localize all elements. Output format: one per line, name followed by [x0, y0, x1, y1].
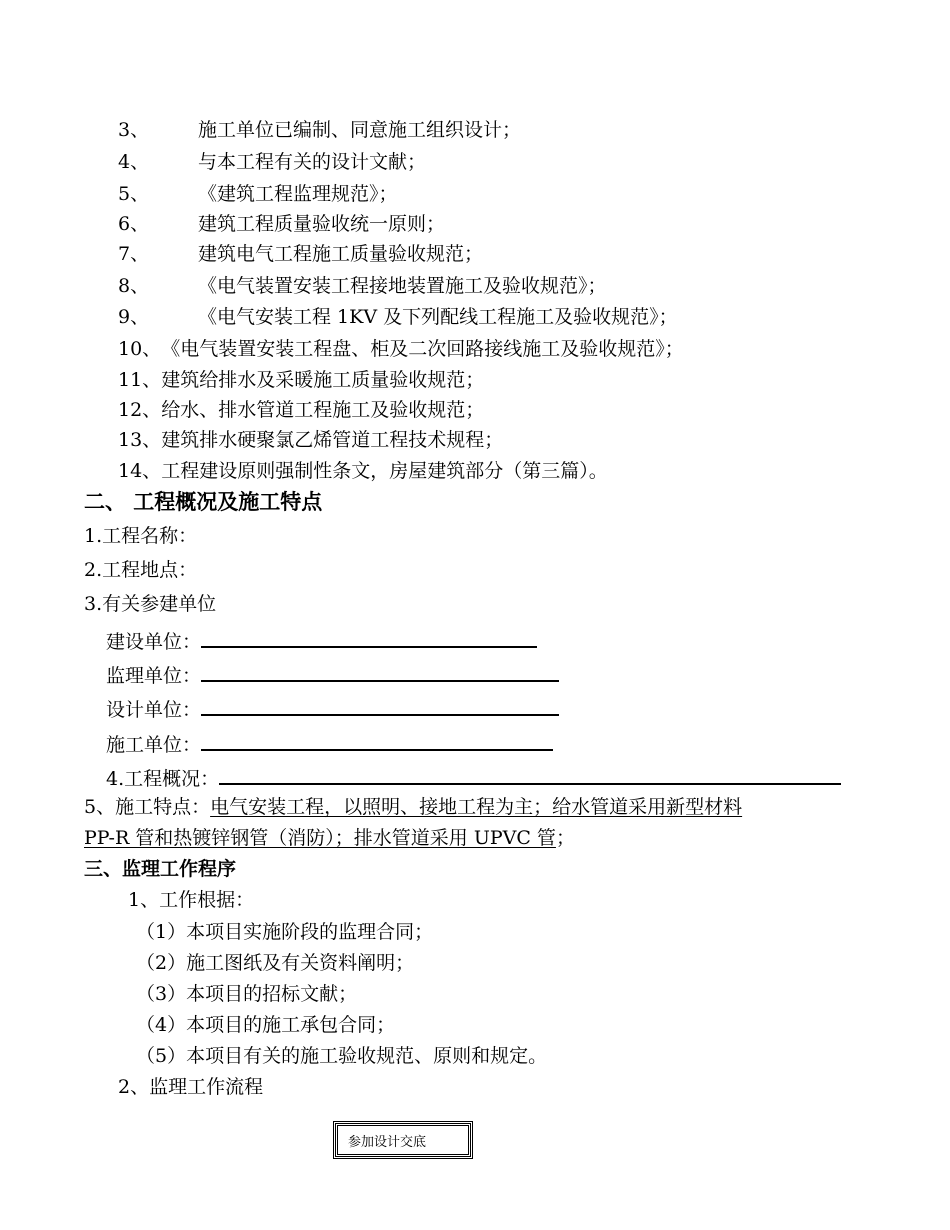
work-basis-item: （5）本项目有关的施工验收规范、原则和规定。	[136, 1045, 548, 1067]
participating-units-label: 3.有关参建单位	[84, 593, 217, 615]
basis-item: 3、 施工单位已编制、同意施工组织设计；	[118, 119, 522, 141]
supervisor-label: 监理单位：	[106, 665, 202, 687]
work-basis-item: （3）本项目的招标文献；	[136, 983, 358, 1005]
features-row	[84, 795, 742, 819]
overview-label: 4.工程概况：	[106, 768, 220, 790]
basis-item: 13、建筑排水硬聚氯乙烯管道工程技术规程；	[118, 429, 504, 451]
features-text-continued: PP-R 管和热镀锌钢管（消防）；排水管道采用 UPVC 管	[84, 827, 556, 849]
supervisor-row	[106, 660, 559, 688]
overview-row	[106, 763, 841, 791]
basis-item: 4、 与本工程有关的设计文献；	[118, 151, 427, 173]
construction-owner-row	[106, 626, 537, 654]
project-name-label: 1.工程名称：	[84, 525, 198, 547]
flowchart-box-design-briefing: 参加设计交底	[335, 1123, 471, 1157]
construction-owner-label: 建设单位：	[106, 631, 202, 653]
basis-item: 7、 建筑电气工程施工质量验收规范；	[118, 243, 484, 265]
work-basis-item: （1）本项目实施阶段的监理合同；	[136, 921, 434, 943]
basis-item: 12、给水、排水管道工程施工及验收规范；	[118, 399, 485, 421]
basis-item: 14、工程建设原则强制性条文，房屋建筑部分（第三篇）。	[118, 460, 608, 482]
project-location-label: 2.工程地点：	[84, 559, 198, 581]
work-basis-item: （4）本项目的施工承包合同；	[136, 1014, 396, 1036]
designer-row	[106, 694, 559, 722]
contractor-field	[201, 729, 553, 751]
basis-item: 8、 《电气装置安装工程接地装置施工及验收规范》；	[118, 275, 607, 297]
basis-item: 10、《电气装置安装工程盘、柜及二次回路接线施工及验收规范》；	[118, 338, 684, 360]
contractor-label: 施工单位：	[106, 734, 202, 756]
work-basis-label: 1、工作根据：	[128, 889, 255, 911]
contractor-row	[106, 729, 553, 757]
section-heading: 三、监理工作程序	[84, 858, 237, 880]
workflow-label: 2、监理工作流程	[118, 1076, 264, 1098]
basis-item: 6、 建筑工程质量验收统一原则；	[118, 213, 446, 235]
basis-item: 9、 《电气安装工程 1KV 及下列配线工程施工及验收规范》；	[118, 306, 678, 328]
features-row-continued: PP-R 管和热镀锌钢管（消防）；排水管道采用 UPVC 管；	[84, 827, 575, 849]
supervisor-field	[201, 660, 559, 682]
overview-field	[219, 763, 841, 785]
features-text: 电气安装工程，以照明、接地工程为主；给水管道采用新型材料	[210, 796, 743, 818]
basis-item: 11、建筑给排水及采暖施工质量验收规范；	[118, 369, 485, 391]
designer-field	[201, 694, 559, 716]
basis-item: 5、 《建筑工程监理规范》；	[118, 183, 398, 205]
features-label: 5、施工特点：	[84, 796, 211, 818]
designer-label: 设计单位：	[106, 699, 202, 721]
work-basis-item: （2）施工图纸及有关资料阐明；	[136, 952, 415, 974]
section-heading: 二、 工程概况及施工特点	[84, 490, 323, 514]
construction-owner-field	[201, 626, 537, 648]
